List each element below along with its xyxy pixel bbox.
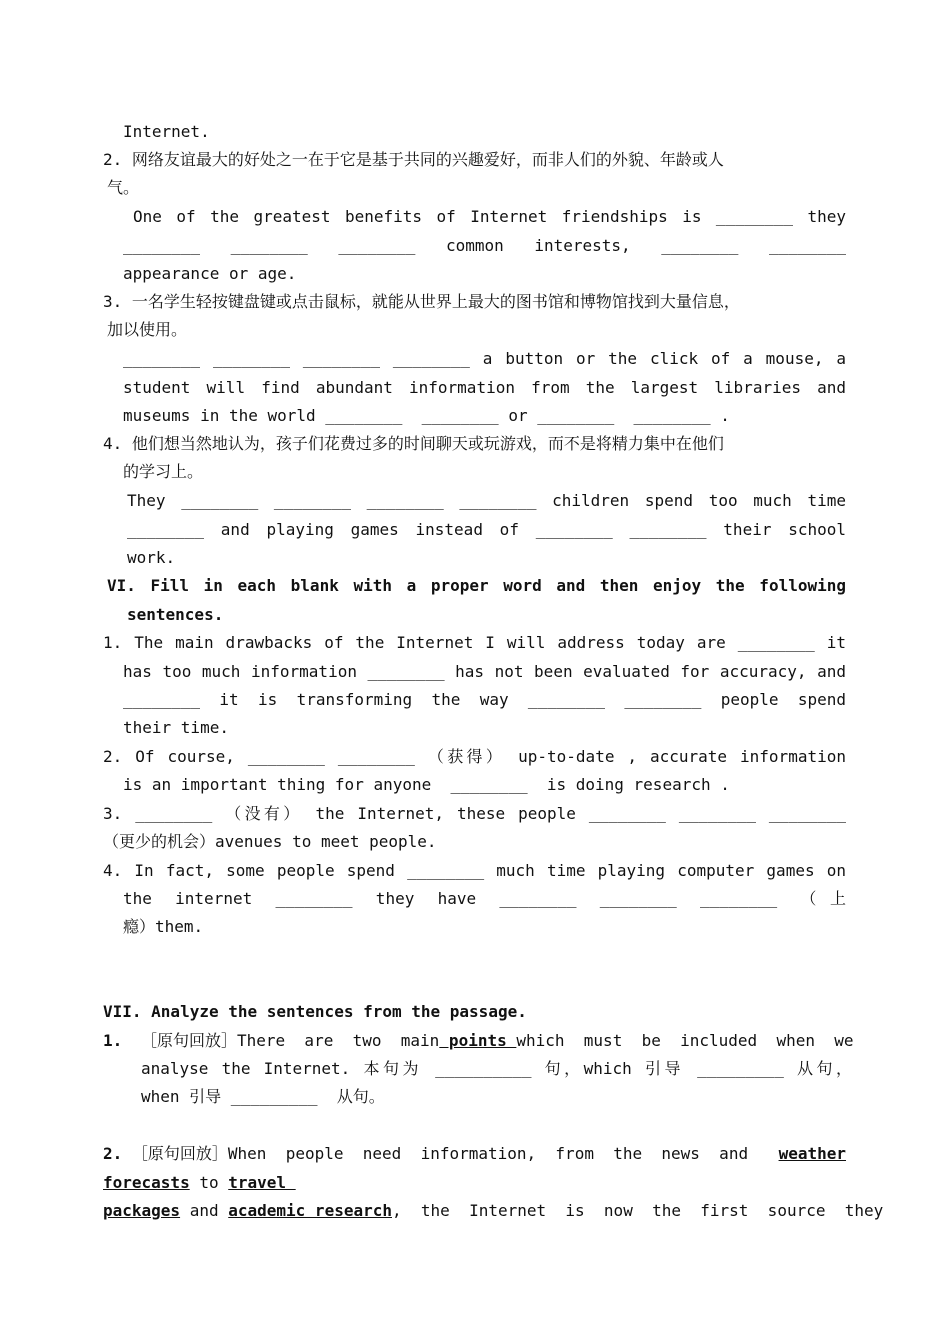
- vi-q2-line-1: 2. Of course, ________ ________ （获得） up-to-date , accurate information: [103, 747, 846, 766]
- vi-q4-line-3: 瘾）them.: [123, 917, 204, 936]
- vii-item2-number: 2.: [103, 1144, 123, 1163]
- vii-item1-line-1: [141, 1030, 854, 1052]
- vii-item2-line-3-post: , the Internet is now the first source they: [392, 1201, 884, 1220]
- v-q3-chinese-line-2: 加以使用。: [107, 320, 188, 339]
- v-q2-chinese-line-1: 2. 网络友谊最大的好处之一在于它是基于共同的兴趣爱好，而非人们的外貌、年龄或人: [103, 150, 724, 169]
- v-q2-english-line-1: One of the greatest benefits of Internet friendships is ________ they: [133, 207, 846, 226]
- v-q4-english-line-1: They ________ ________ ________ ________ children spend too much time: [127, 491, 846, 510]
- vii-item2-underlined-academic-research: academic research: [228, 1201, 392, 1220]
- v-q3-english-line-2: student will find abundant information from the largest libraries and: [123, 378, 846, 397]
- vii-item2-line-3: [103, 1200, 884, 1222]
- vii-item1-line-3: when 引导 _________ 从句。: [141, 1087, 385, 1106]
- v-q2-chinese-line-2: 气。: [107, 178, 140, 197]
- v-q3-english-line-1: ________ ________ ________ ________ a button or the click of a mouse, a: [123, 349, 846, 368]
- vii-item2-underlined-travel: travel: [228, 1173, 296, 1192]
- vi-q1-line-2: has too much information ________ has not been evaluated for accuracy, and: [123, 662, 846, 681]
- vii-item2-underlined-packages: packages: [103, 1201, 181, 1220]
- vii-item2-line-2: [103, 1172, 296, 1194]
- v-q4-english-line-3: work.: [127, 548, 176, 567]
- vi-q3-line-1: 3. ________ （没有） the Internet, these people ________ ________ ________: [103, 804, 846, 823]
- v-q4-english-line-2: ________ and playing games instead of ________ ________ their school: [127, 520, 846, 539]
- vii-item1-number: 1.: [103, 1031, 123, 1050]
- v-q3-chinese-line-1: 3. 一名学生轻按键盘键或点击鼠标，就能从世界上最大的图书馆和博物馆找到大量信息，: [103, 292, 740, 311]
- vii-item2-underlined-forecasts: forecasts: [103, 1173, 190, 1192]
- vii-item2-line-3-mid: and: [180, 1201, 229, 1220]
- vi-q3-line-2: （更少的机会）avenues to meet people.: [103, 832, 437, 851]
- vii-item1-underlined-points: points: [439, 1031, 517, 1050]
- vii-item2-underlined-weather: weather: [778, 1144, 846, 1163]
- v-line-internet: Internet.: [123, 122, 210, 141]
- vii-item1-line-1-pre: ［原句回放］There are two main: [141, 1031, 440, 1050]
- vi-q1-line-4: their time.: [123, 718, 229, 737]
- vii-item1-line-2: analyse the Internet. 本句为 __________ 句，which 引导 _________ 从句，: [141, 1059, 852, 1078]
- vii-item1-line-1-post: which must be included when we: [516, 1031, 854, 1050]
- v-q3-english-line-3: museums in the world ________ ________ or ________ ________ .: [123, 406, 730, 425]
- vi-q4-line-1: 4. In fact, some people spend ________ much time playing computer games on: [103, 861, 846, 880]
- v-q4-chinese-line-1: 4. 他们想当然地认为，孩子们花费过多的时间聊天或玩游戏，而不是将精力集中在他们: [103, 434, 724, 453]
- v-q2-english-line-2: ________ ________ ________ common interests, ________ ________: [123, 236, 846, 255]
- vii-item2-line-1-pre: ［原句回放］When people need information, from the news and: [131, 1144, 749, 1163]
- section-vi-heading-line-1: VI. Fill in each blank with a proper word and then enjoy the following: [107, 576, 846, 595]
- vi-q4-line-2: the internet ________ they have ________ ________ ________ （上: [123, 889, 846, 908]
- vi-q2-line-2: is an important thing for anyone ________ is doing research .: [123, 775, 730, 794]
- section-vi-heading-line-2: sentences.: [127, 605, 224, 624]
- vii-item2-line-2-mid: to: [189, 1173, 229, 1192]
- vi-q1-line-1: 1. The main drawbacks of the Internet I will address today are ________ it: [103, 633, 846, 652]
- v-q4-chinese-line-2: 的学习上。: [123, 462, 204, 481]
- vi-q1-line-3: ________ it is transforming the way ________ ________ people spend: [123, 690, 846, 709]
- vii-item2-line-1: [103, 1143, 846, 1165]
- section-vii-heading: VII. Analyze the sentences from the passage.: [103, 1002, 527, 1021]
- v-q2-english-line-3: appearance or age.: [123, 264, 297, 283]
